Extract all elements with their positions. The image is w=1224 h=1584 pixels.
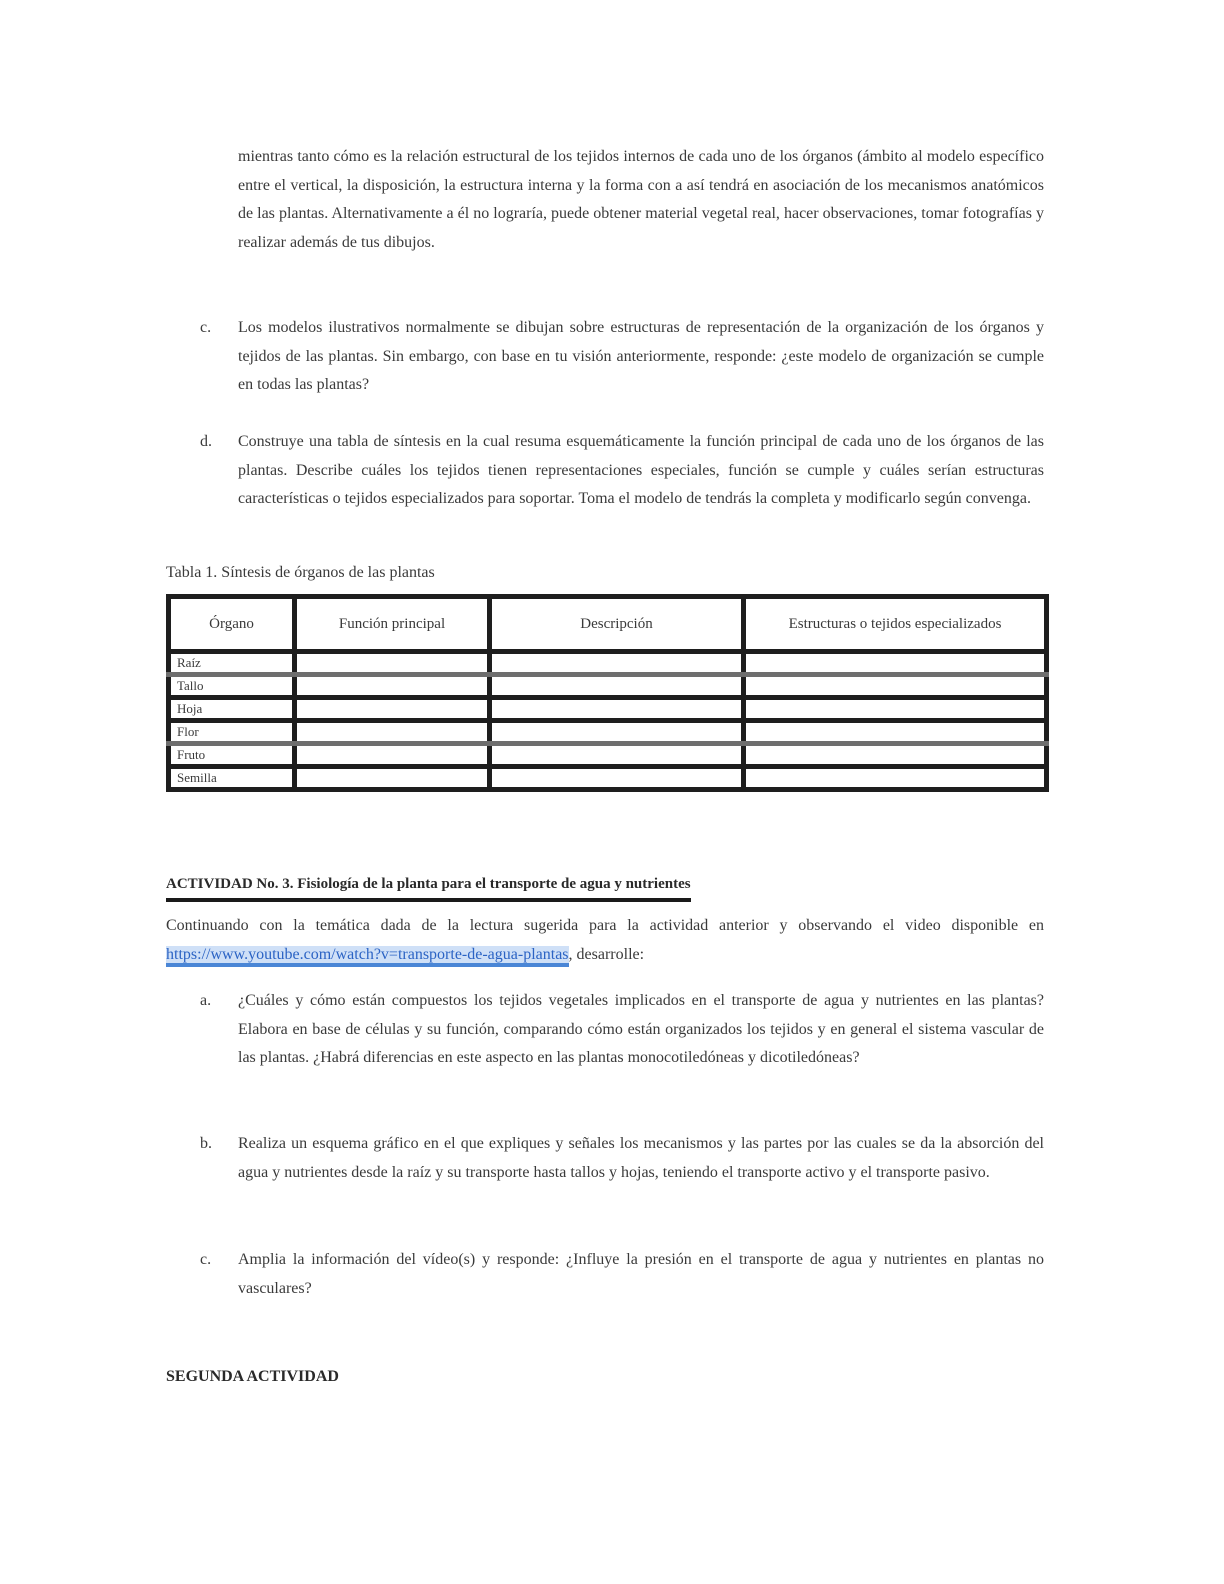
table-cell (295, 767, 490, 790)
table-cell-organ: Semilla (169, 767, 295, 790)
closing-heading: SEGUNDA ACTIVIDAD (166, 1368, 339, 1385)
list-item-letter: b. (200, 1135, 212, 1152)
list-item-text: Los modelos ilustrativos normalmente se dibujan sobre estructuras de representación de la organización de los órganos y tejidos de las plantas. Sin embargo, con base en tu visión anteriormente, responde: ¿este modelo de organización se cumple en todas las plantas? (238, 319, 1044, 393)
table-row (169, 652, 1047, 675)
table-cell (744, 698, 1047, 721)
table-cell (744, 675, 1047, 698)
table-cell (490, 675, 744, 698)
table-cell-organ: Raíz (169, 652, 295, 675)
table-header-row (169, 597, 1047, 652)
table-header-cell: Estructuras o tejidos especializados (744, 597, 1047, 652)
table-row (169, 767, 1047, 790)
table-cell (295, 721, 490, 744)
table-cell (490, 767, 744, 790)
activity-title: ACTIVIDAD No. 3. Fisiología de la planta para el transporte de agua y nutrientes (166, 873, 691, 902)
list-item (200, 1246, 1044, 1303)
table-row (169, 698, 1047, 721)
list-item-text: Realiza un esquema gráfico en el que expliques y señales los mecanismos y las partes por las cuales se da la absorción del agua y nutrientes desde la raíz y su transporte hasta tallos y hojas, teniendo el transporte activo y el transporte pasivo. (238, 1135, 1044, 1181)
table-caption: Tabla 1. Síntesis de órganos de las plantas (166, 564, 435, 581)
table-cell (744, 744, 1047, 767)
list-item-text: ¿Cuáles y cómo están compuestos los tejidos vegetales implicados en el transporte de agua y nutrientes en las plantas? Elabora en base de células y su función, comparando cómo están organizados los tejidos y en general el sistema vascular de las plantas. ¿Habrá diferencias en este aspecto en las plantas monocotiledóneas y dicotiledóneas? (238, 992, 1044, 1066)
table-row (169, 744, 1047, 767)
list-item (200, 1130, 1044, 1187)
table-cell-organ: Flor (169, 721, 295, 744)
list-item-text: Construye una tabla de síntesis en la cual resuma esquemáticamente la función principal de cada uno de los órganos de las plantas. Describe cuáles los tejidos tienen representaciones especiales, función se cumple y cuáles serían estructuras características o tejidos especializados para soportar. Toma el modelo de tendrás la completa y modificarlo según convenga. (238, 433, 1044, 507)
table-cell (490, 744, 744, 767)
list-item-letter: c. (200, 1251, 212, 1268)
list-item-text: Amplia la información del vídeo(s) y responde: ¿Influye la presión en el transporte de agua y nutrientes en plantas no vasculares? (238, 1251, 1044, 1297)
table-cell (295, 675, 490, 698)
table-cell (295, 698, 490, 721)
table-cell-organ: Tallo (169, 675, 295, 698)
table-cell (744, 652, 1047, 675)
intro-paragraph: mientras tanto cómo es la relación estructural de los tejidos internos de cada uno de los órganos (ámbito al modelo específico entre el vertical, la disposición, la estructura interna y la forma con a así tendrá en asociación de los mecanismos anatómicos de las plantas. Alternativamente a él no lograría, puede obtener material vegetal real, hacer observaciones, tomar fotografías y realizar además de tus dibujos. (238, 148, 1044, 251)
list-item-letter: a. (200, 992, 212, 1009)
lead-text-end: , desarrolle: (568, 945, 645, 963)
list-item (200, 987, 1044, 1073)
table-header-cell: Función principal (295, 597, 490, 652)
table-cell (295, 652, 490, 675)
lead-text: Continuando con la temática dada de la lectura sugerida para la actividad anterior y observando el video disponible en (166, 917, 1044, 934)
video-link[interactable]: https://www.youtube.com/watch?v=transporte-de-agua-plantas (166, 946, 569, 967)
list-item-letter: c. (200, 319, 212, 336)
table-header-cell: Órgano (169, 597, 295, 652)
table-row (169, 721, 1047, 744)
synthesis-table (166, 594, 1044, 792)
table-cell-organ: Hoja (169, 698, 295, 721)
table-cell (744, 767, 1047, 790)
table-header-cell: Descripción (490, 597, 744, 652)
lead-paragraph (166, 912, 1044, 969)
table-row (169, 675, 1047, 698)
table-cell (490, 721, 744, 744)
list-item-letter: d. (200, 433, 212, 450)
table-cell (490, 652, 744, 675)
list-item (200, 428, 1044, 514)
table-cell (744, 721, 1047, 744)
table-cell (295, 744, 490, 767)
table-cell-organ: Fruto (169, 744, 295, 767)
table-cell (490, 698, 744, 721)
list-item (200, 314, 1044, 400)
